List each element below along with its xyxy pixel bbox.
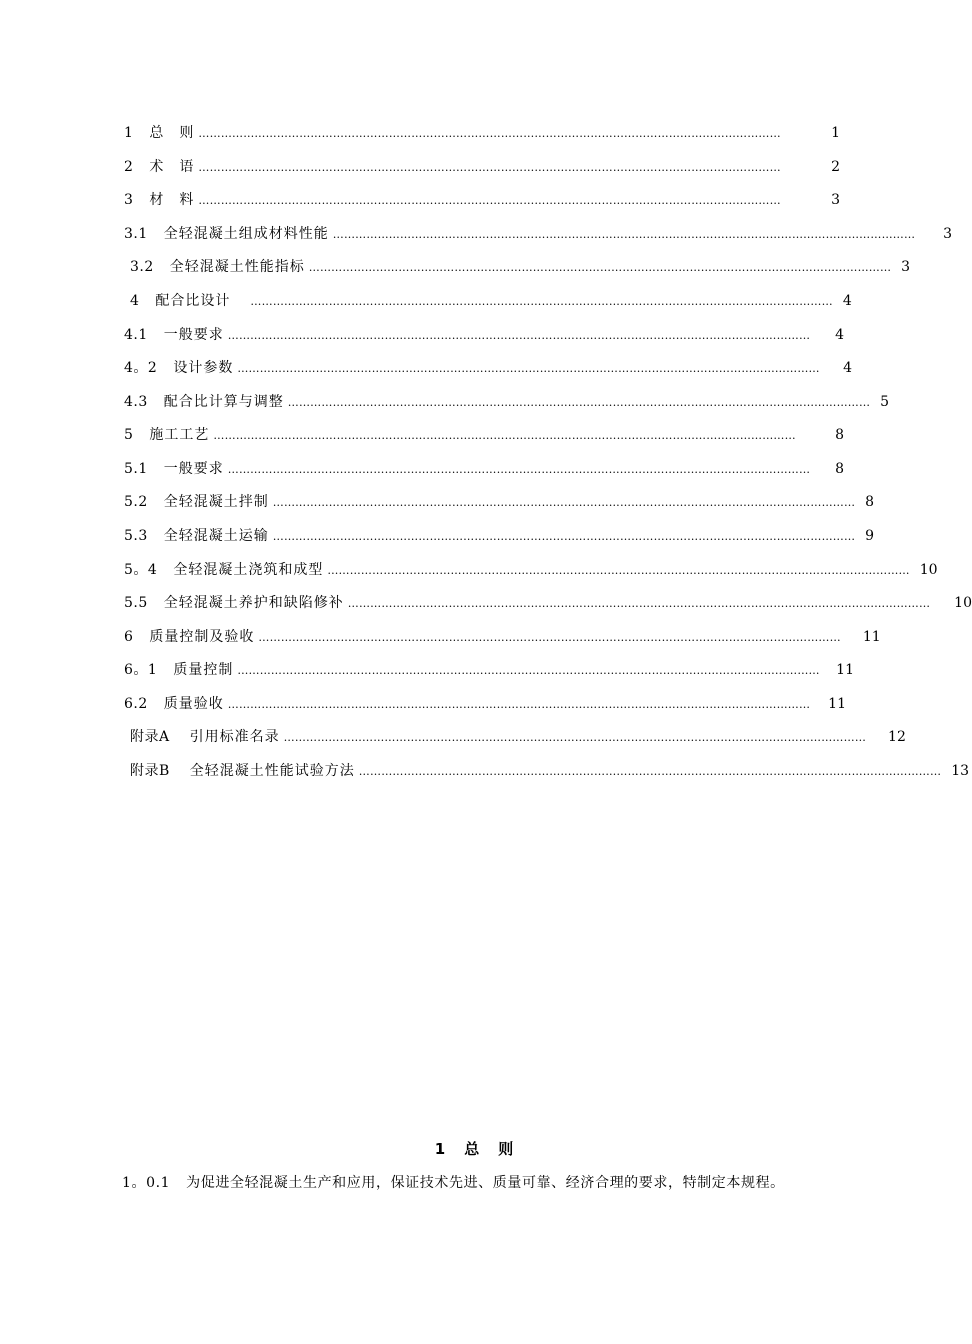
toc-page-number: 3 bbox=[831, 192, 840, 208]
toc-title: 引用标准名录 bbox=[189, 729, 280, 745]
toc-page-number: 3 bbox=[943, 226, 953, 242]
toc-page-number: 3 bbox=[901, 259, 911, 275]
clause-paragraph bbox=[92, 1168, 858, 1198]
toc-number: 1 bbox=[124, 125, 134, 141]
toc-leader: ………………………………………………………………………………………………………………………………………… bbox=[358, 765, 942, 778]
toc-number: 附录A bbox=[130, 729, 170, 745]
toc-number: 5.5 bbox=[124, 595, 148, 611]
toc-leader: ………………………………………………………………………………………………………………………………………… bbox=[227, 463, 811, 476]
toc-title: 一般要求 bbox=[163, 461, 224, 477]
toc-number: 5。4 bbox=[124, 562, 158, 578]
toc-page-number: 4 bbox=[835, 327, 844, 343]
toc-page-number: 4 bbox=[842, 293, 852, 309]
toc-row[interactable] bbox=[124, 188, 840, 212]
toc-title: 设计参数 bbox=[173, 360, 234, 376]
toc-number: 6。1 bbox=[124, 662, 158, 678]
toc-title: 质量验收 bbox=[163, 696, 224, 712]
toc-leader: ………………………………………………………………………………………………………………………………………… bbox=[213, 429, 796, 442]
toc-row[interactable] bbox=[124, 356, 852, 380]
toc-page-number: 2 bbox=[831, 159, 840, 175]
toc-row[interactable] bbox=[124, 457, 844, 481]
toc-title: 全轻混凝土运输 bbox=[163, 528, 269, 544]
toc-leader: ………………………………………………………………………………………………………………………………………… bbox=[237, 362, 820, 375]
toc-page-number: 8 bbox=[865, 494, 875, 510]
toc-title: 全轻混凝土组成材料性能 bbox=[163, 226, 329, 242]
toc-number: 5.2 bbox=[124, 494, 148, 510]
toc-row[interactable] bbox=[124, 222, 953, 246]
toc-row[interactable] bbox=[130, 289, 852, 313]
toc-leader: ………………………………………………………………………………………………………………………………………… bbox=[198, 161, 781, 174]
toc-leader: ………………………………………………………………………………………………………………………………………… bbox=[347, 597, 931, 610]
toc-leader: ………………………………………………………………………………………………………………………………………… bbox=[272, 496, 856, 509]
chapter-heading: 1 总 则 bbox=[434, 1140, 516, 1158]
toc-page-number: 8 bbox=[835, 461, 844, 477]
toc-leader: ………………………………………………………………………………………………………………………………………… bbox=[327, 564, 910, 577]
toc-title: 全轻混凝土性能试验方法 bbox=[189, 763, 355, 779]
toc-leader: ………………………………………………………………………………………………………………………………………… bbox=[198, 194, 781, 207]
toc-row[interactable] bbox=[124, 155, 840, 179]
toc-row[interactable] bbox=[124, 558, 938, 582]
toc-page-number: 12 bbox=[888, 729, 906, 745]
clause-number: 1。0.1 bbox=[122, 1175, 171, 1191]
toc-number: 5.3 bbox=[124, 528, 148, 544]
toc-number: 附录B bbox=[130, 763, 170, 779]
toc-title: 一般要求 bbox=[163, 327, 224, 343]
toc-row[interactable] bbox=[124, 591, 972, 615]
toc-number: 2 bbox=[124, 159, 134, 175]
toc-leader: ………………………………………………………………………………………………………………………………………… bbox=[272, 530, 856, 543]
toc-row[interactable] bbox=[124, 524, 875, 548]
toc-number: 4。2 bbox=[124, 360, 158, 376]
toc-row[interactable] bbox=[124, 625, 881, 649]
toc-title: 全轻混凝土养护和缺陷修补 bbox=[163, 595, 344, 611]
toc-page-number: 11 bbox=[828, 696, 846, 712]
toc-row[interactable] bbox=[130, 759, 970, 783]
toc-leader: ………………………………………………………………………………………………………………………………………… bbox=[308, 261, 892, 274]
toc-title: 施工工艺 bbox=[149, 427, 210, 443]
toc-leader: ………………………………………………………………………………………………………………………………………… bbox=[227, 698, 811, 711]
toc-number: 3.2 bbox=[130, 259, 154, 275]
toc-leader: ………………………………………………………………………………………………………………………………………… bbox=[332, 228, 916, 241]
toc-row[interactable] bbox=[130, 725, 906, 749]
toc-number: 3 bbox=[124, 192, 134, 208]
toc-page-number: 10 bbox=[954, 595, 972, 611]
toc-title: 配合比计算与调整 bbox=[163, 394, 284, 410]
toc-title: 配合比设计 bbox=[155, 293, 231, 309]
toc-page-number: 9 bbox=[865, 528, 875, 544]
toc-row[interactable] bbox=[124, 490, 875, 514]
toc-title: 全轻混凝土拌制 bbox=[163, 494, 269, 510]
toc-leader: ………………………………………………………………………………………………………………………………………… bbox=[198, 127, 781, 140]
toc-number: 5.1 bbox=[124, 461, 148, 477]
toc-leader: ………………………………………………………………………………………………………………………………………… bbox=[287, 396, 871, 409]
toc-number: 5 bbox=[124, 427, 134, 443]
toc-leader: ………………………………………………………………………………………………………………………………………… bbox=[258, 631, 841, 644]
toc-leader: ………………………………………………………………………………………………………………………………………… bbox=[227, 329, 811, 342]
toc-row[interactable] bbox=[124, 692, 846, 716]
toc-number: 6.2 bbox=[124, 696, 148, 712]
toc-page-number: 10 bbox=[919, 562, 938, 578]
toc-page-number: 11 bbox=[836, 662, 854, 678]
toc-page-number: 13 bbox=[951, 763, 970, 779]
toc-number: 4 bbox=[130, 293, 140, 309]
toc-row[interactable] bbox=[124, 658, 854, 682]
toc-title: 全轻混凝土性能指标 bbox=[169, 259, 305, 275]
toc-number: 4.3 bbox=[124, 394, 148, 410]
toc-page-number: 1 bbox=[831, 125, 840, 141]
toc-number: 3.1 bbox=[124, 226, 148, 242]
clause-text: 为促进全轻混凝土生产和应用，保证技术先进、质量可靠、经济合理的要求，特制定本规程。 bbox=[186, 1175, 785, 1191]
toc-leader: ………………………………………………………………………………………………………………………………………… bbox=[250, 295, 833, 308]
toc-page-number: 5 bbox=[880, 394, 890, 410]
toc-page-number: 11 bbox=[862, 629, 881, 645]
toc-leader: ………………………………………………………………………………………………………………………………………… bbox=[283, 731, 867, 744]
toc-number: 4.1 bbox=[124, 327, 148, 343]
toc-page-number: 4 bbox=[843, 360, 852, 376]
toc-title: 材 料 bbox=[149, 192, 195, 208]
toc-row[interactable] bbox=[130, 255, 911, 279]
toc-page-number: 8 bbox=[835, 427, 844, 443]
toc-title: 全轻混凝土浇筑和成型 bbox=[173, 562, 324, 578]
toc-title: 质量控制及验收 bbox=[149, 629, 255, 645]
toc-number: 6 bbox=[124, 629, 134, 645]
toc-row[interactable] bbox=[124, 323, 844, 347]
toc-title: 总 则 bbox=[149, 125, 195, 141]
toc-row[interactable] bbox=[124, 423, 844, 447]
toc-title: 质量控制 bbox=[173, 662, 234, 678]
toc-row[interactable] bbox=[124, 390, 890, 414]
toc-leader: ………………………………………………………………………………………………………………………………………… bbox=[237, 664, 820, 677]
toc-title: 术 语 bbox=[149, 159, 195, 175]
toc-row[interactable] bbox=[124, 121, 840, 145]
